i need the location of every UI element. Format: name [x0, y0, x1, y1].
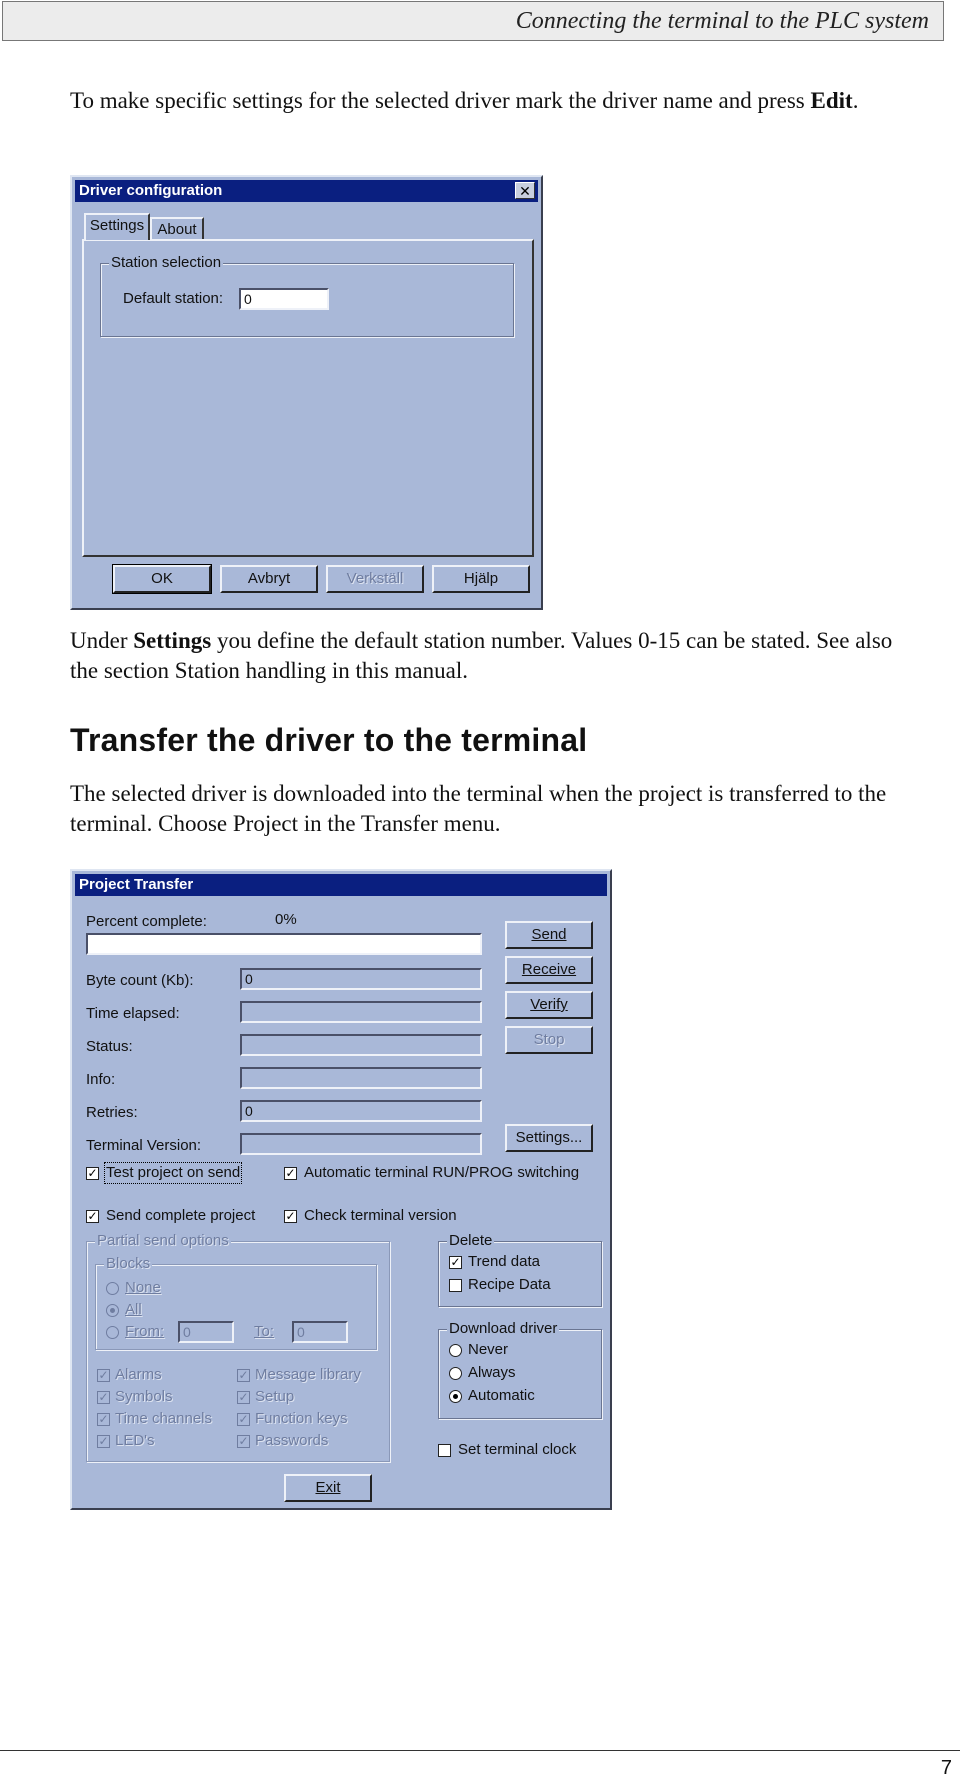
send-button-label: Send — [531, 926, 567, 943]
passwords-label[interactable]: Passwords — [255, 1432, 329, 1449]
download-automatic-label[interactable]: Automatic — [468, 1387, 535, 1404]
settings-text-pre: Under — [70, 628, 134, 653]
apply-button[interactable]: Verkställ — [326, 565, 424, 593]
project-dialog-titlebar — [75, 874, 607, 896]
alarms-checkbox[interactable]: ✓ — [98, 1368, 109, 1382]
progress-bar — [86, 933, 482, 955]
download-automatic-radio[interactable] — [449, 1390, 462, 1403]
tab-about[interactable] — [150, 217, 204, 241]
driver-configuration-dialog — [70, 175, 543, 610]
download-never-radio[interactable] — [449, 1344, 462, 1357]
test-project-label[interactable]: Test project on send — [106, 1164, 241, 1181]
exit-button-label: Exit — [315, 1479, 341, 1496]
transfer-paragraph: The selected driver is downloaded into the terminal when the project is transferred to the terminal. Choose Project in the Transfer menu. — [70, 781, 887, 836]
function-keys-label[interactable]: Function keys — [255, 1410, 348, 1427]
retries-field: 0 — [240, 1100, 482, 1122]
stop-button[interactable] — [505, 1026, 593, 1054]
recipe-data-label[interactable]: Recipe Data — [468, 1276, 551, 1293]
close-icon[interactable]: ✕ — [515, 182, 535, 199]
byte-count-field: 0 — [240, 968, 482, 990]
intro-text-end: . — [852, 88, 859, 113]
time-channels-checkbox[interactable]: ✓ — [98, 1412, 109, 1426]
download-driver-title: Download driver — [449, 1320, 558, 1337]
page-number: 7 — [940, 1757, 952, 1779]
settings-paragraph — [70, 626, 900, 686]
verify-button-label: Verify — [530, 996, 568, 1013]
time-elapsed-label: Time elapsed: — [86, 1005, 180, 1022]
exit-button[interactable] — [284, 1474, 372, 1502]
running-header — [2, 1, 944, 41]
receive-button-label: Receive — [521, 961, 577, 978]
alarms-label[interactable]: Alarms — [115, 1366, 162, 1383]
check-version-label[interactable]: Check terminal version — [304, 1207, 457, 1224]
status-field — [240, 1034, 482, 1056]
download-always-radio[interactable] — [449, 1367, 462, 1380]
delete-group — [438, 1232, 602, 1307]
info-label: Info: — [86, 1071, 116, 1088]
project-dialog-title: Project Transfer — [79, 876, 194, 893]
recipe-data-checkbox[interactable] — [449, 1279, 462, 1292]
default-station-input[interactable]: 0 — [239, 288, 329, 310]
station-selection-group — [100, 254, 514, 337]
intro-text: To make specific settings for the selected driver mark the driver name and press — [70, 88, 811, 113]
settings-tab-panel — [82, 239, 534, 557]
tab-about-label: About — [157, 221, 197, 238]
set-clock-checkbox[interactable] — [438, 1444, 451, 1457]
footer-rule — [0, 1750, 960, 1751]
settings-button[interactable] — [505, 1124, 593, 1152]
check-version-checkbox[interactable]: ✓ — [285, 1209, 296, 1223]
blocks-from-radio[interactable] — [106, 1326, 119, 1339]
terminal-version-field — [240, 1133, 482, 1155]
intro-bold-edit: Edit — [810, 88, 853, 113]
tab-settings[interactable] — [84, 213, 150, 240]
info-field — [240, 1067, 482, 1089]
message-library-checkbox[interactable]: ✓ — [238, 1368, 249, 1382]
retries-label: Retries: — [86, 1104, 138, 1121]
trend-data-label[interactable]: Trend data — [468, 1253, 540, 1270]
help-button[interactable]: Hjälp — [432, 565, 530, 593]
intro-paragraph — [70, 86, 900, 116]
passwords-checkbox[interactable]: ✓ — [238, 1434, 249, 1448]
blocks-to-field[interactable]: 0 — [292, 1321, 348, 1343]
status-label: Status: — [86, 1038, 133, 1055]
settings-bold: Settings — [133, 628, 212, 653]
symbols-label[interactable]: Symbols — [115, 1388, 173, 1405]
auto-switch-label[interactable]: Automatic terminal RUN/PROG switching — [304, 1164, 580, 1181]
percent-complete-label: Percent complete: — [86, 913, 207, 930]
partial-send-title: Partial send options — [97, 1232, 229, 1249]
section-heading: Transfer the driver to the terminal — [70, 722, 588, 758]
default-station-label: Default station: — [123, 290, 224, 307]
send-button[interactable] — [505, 921, 593, 949]
setup-checkbox[interactable]: ✓ — [238, 1390, 249, 1404]
project-transfer-dialog — [70, 869, 612, 1510]
header-title: Connecting the terminal to the PLC system — [515, 8, 929, 34]
auto-switch-checkbox[interactable]: ✓ — [285, 1166, 296, 1180]
settings-button-label: Settings... — [515, 1129, 583, 1146]
blocks-to-label: To: — [254, 1323, 275, 1340]
dialog-title: Driver configuration — [79, 182, 223, 199]
time-elapsed-field — [240, 1001, 482, 1023]
symbols-checkbox[interactable]: ✓ — [98, 1390, 109, 1404]
trend-data-checkbox[interactable]: ✓ — [450, 1255, 461, 1269]
blocks-all-label[interactable]: All — [125, 1301, 142, 1318]
download-driver-group — [438, 1320, 602, 1419]
delete-title: Delete — [449, 1232, 493, 1249]
percent-complete-value: 0% — [275, 911, 297, 928]
cancel-button[interactable]: Avbryt — [220, 565, 318, 593]
blocks-all-radio[interactable] — [106, 1304, 119, 1317]
test-project-checkbox[interactable]: ✓ — [87, 1166, 98, 1180]
set-clock-label[interactable]: Set terminal clock — [458, 1441, 577, 1458]
blocks-none-label[interactable]: None — [125, 1279, 161, 1296]
message-library-label[interactable]: Message library — [255, 1366, 361, 1383]
station-selection-title: Station selection — [111, 254, 222, 271]
blocks-group — [95, 1255, 377, 1350]
function-keys-checkbox[interactable]: ✓ — [238, 1412, 249, 1426]
send-complete-checkbox[interactable]: ✓ — [87, 1209, 98, 1223]
settings-text-post: you define the default station number. Values 0-15 can be stated. See also the section Station handling in this manual. — [70, 628, 893, 683]
partial-send-group — [86, 1232, 390, 1462]
time-channels-label[interactable]: Time channels — [115, 1410, 212, 1427]
terminal-version-label: Terminal Version: — [86, 1137, 202, 1154]
dialog-titlebar — [75, 180, 538, 202]
download-never-label[interactable]: Never — [468, 1341, 509, 1358]
blocks-none-radio[interactable] — [106, 1282, 119, 1295]
setup-label[interactable]: Setup — [255, 1388, 295, 1405]
blocks-title: Blocks — [106, 1255, 151, 1272]
leds-label[interactable]: LED's — [115, 1432, 155, 1449]
blocks-from-field[interactable]: 0 — [178, 1321, 234, 1343]
leds-checkbox[interactable]: ✓ — [98, 1434, 109, 1448]
receive-button[interactable] — [505, 956, 593, 984]
tab-settings-label: Settings — [89, 217, 145, 234]
stop-button-label: Stop — [533, 1031, 565, 1048]
download-always-label[interactable]: Always — [468, 1364, 516, 1381]
ok-button[interactable]: OK — [113, 565, 211, 593]
verify-button[interactable] — [505, 991, 593, 1019]
send-complete-label[interactable]: Send complete project — [106, 1207, 256, 1224]
blocks-from-label[interactable]: From: — [125, 1323, 165, 1340]
byte-count-label: Byte count (Kb): — [86, 972, 194, 989]
